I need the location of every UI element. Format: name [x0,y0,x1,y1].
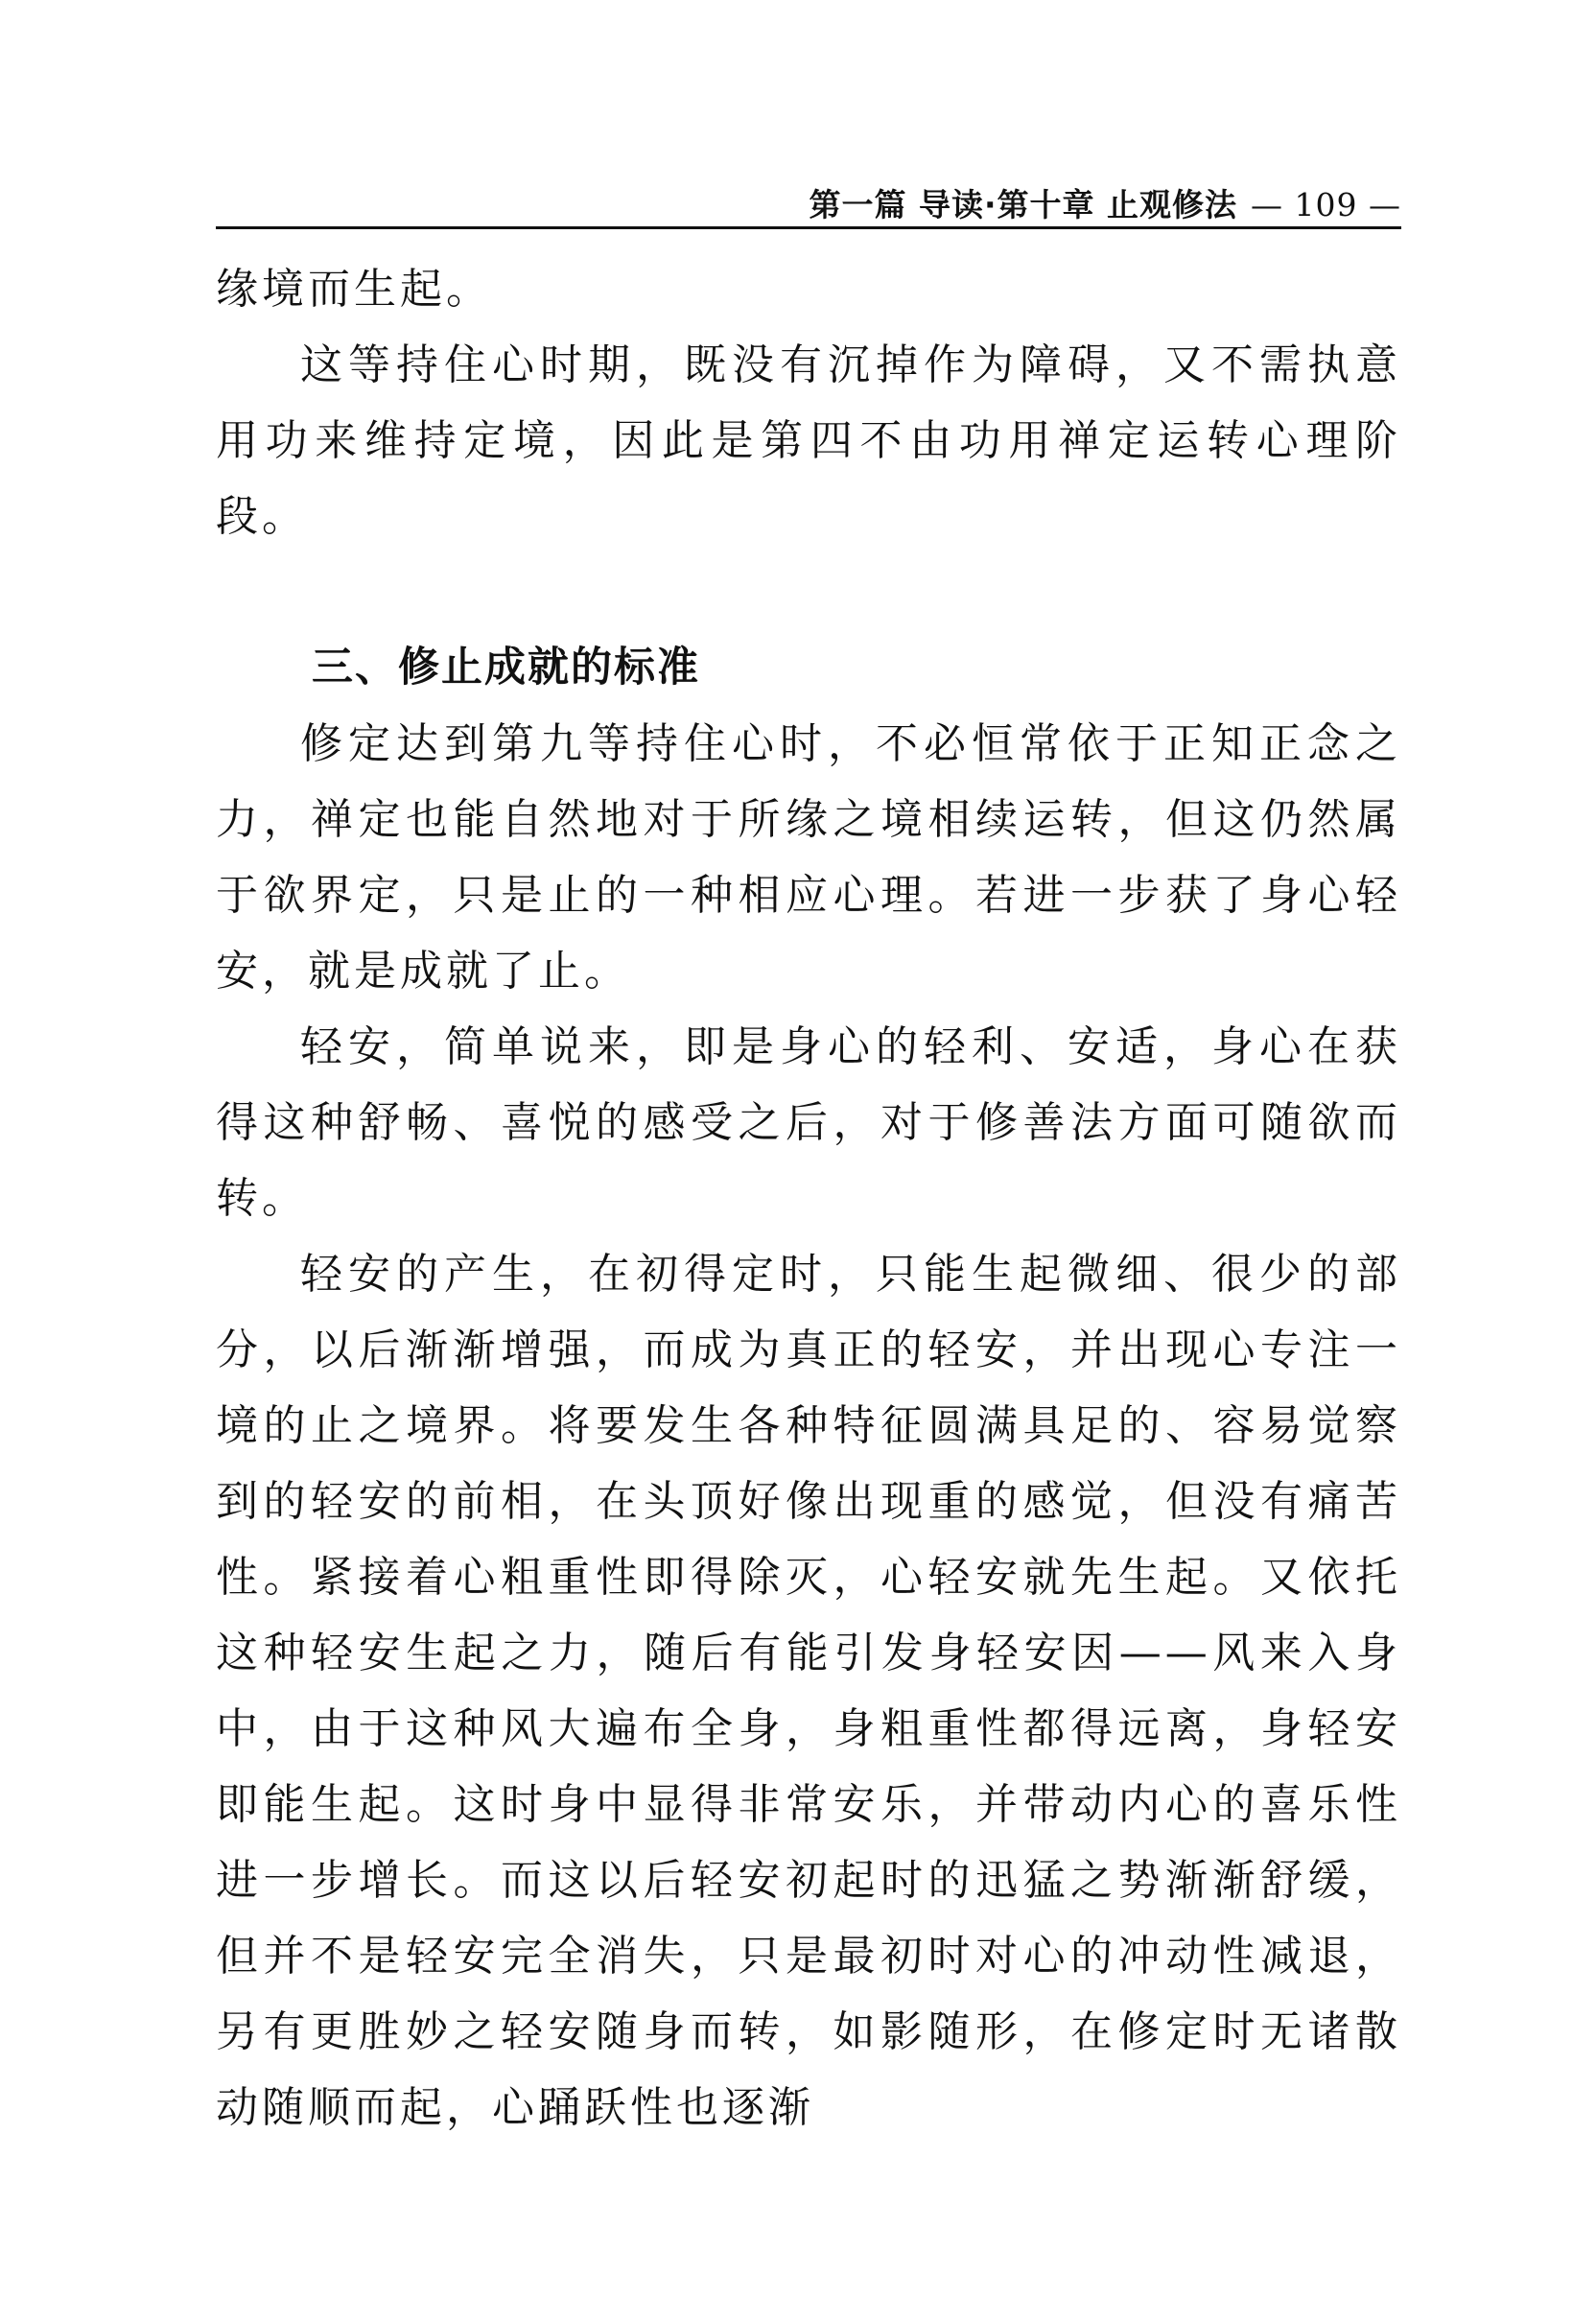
running-header [216,176,1401,229]
section-heading: 三、修止成就的标准 [312,644,700,692]
paragraph: 这等持住心时期，既没有沉掉作为障碍，又不需执意用功来维持定境，因此是第四不由功用禅定运转心理阶段。 [216,340,1401,541]
header-text [810,180,1401,225]
page-body [216,251,1401,2146]
paragraph: 修定达到第九等持住心时，不必恒常依于正知正念之力，禅定也能自然地对于所缘之境相续运转，但这仍然属于欲界定，只是止的一种相应心理。若进一步获了身心轻安，就是成就了止。 [216,719,1401,996]
running-title: 第一篇 导读·第十章 止观修法 [809,186,1238,223]
paragraph: 轻安的产生，在初得定时，只能生起微细、很少的部分，以后渐渐增强，而成为真正的轻安，并出现心专注一境的止之境界。将要发生各种特征圆满具足的、容易觉察到的轻安的前相，在头顶好像出现重的感觉，但没有痛苦性。紧接着心粗重性即得除灭，心轻安就先生起。又依托这种轻安生起之力，随后有能引发身轻安因——风来入身中，由于这种风大遍布全身，身粗重性都得远离，身轻安即能生起。这时身中显得非常安乐，并带动内心的喜乐性进一步增长。而这以后轻安初起时的迅猛之势渐渐舒缓，但并不是轻安完全消失，只是最初时对心的冲动性减退，另有更胜妙之轻安随身而转，如影随形，在修定时无诸散动随顺而起，心踊跃性也逐渐 [216,1250,1401,2132]
paragraph: 轻安，简单说来，即是身心的轻利、安适，身心在获得这种舒畅、喜悦的感受之后，对于修善法方面可随欲而转。 [216,1022,1401,1223]
page-number: — 109 — [1251,186,1401,223]
paragraph-continuation: 缘境而生起。 [216,265,492,314]
